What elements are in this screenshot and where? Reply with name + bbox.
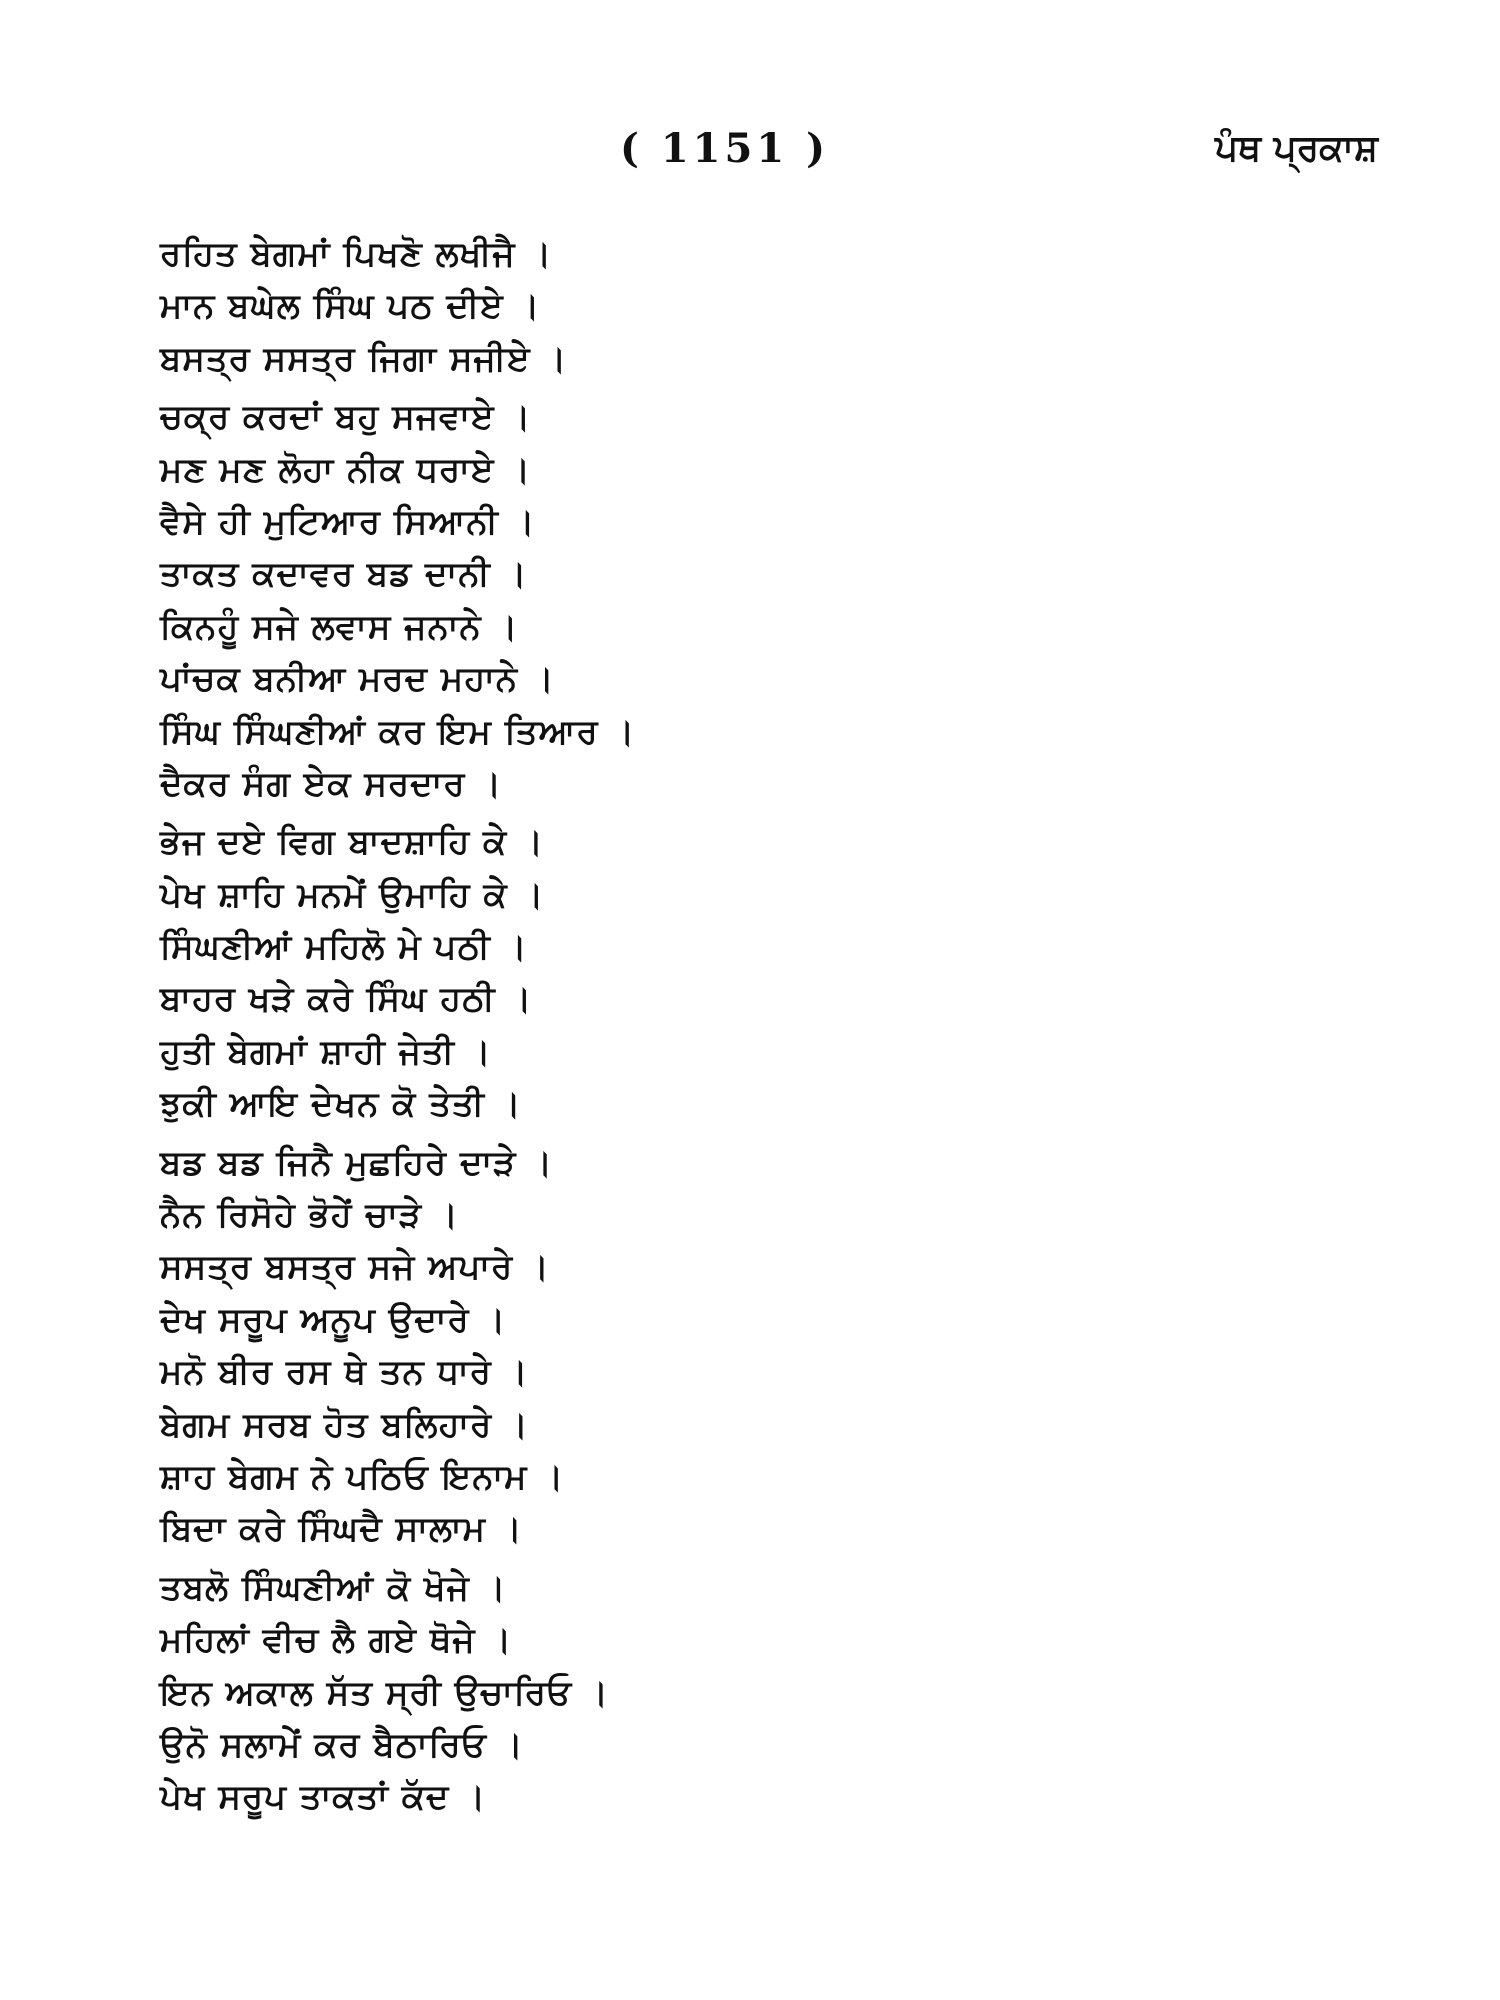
verse-line: ਸਿੰਘਣੀਆਂ ਮਹਿਲੋ ਮੇ ਪਠੀ । (160, 927, 528, 968)
page-number: ( 1151 ) (620, 125, 830, 172)
verse-list (160, 228, 1360, 1824)
verse-line: ਕਿਨਹੂੰ ਸਜੇ ਲਵਾਸ ਜਨਾਨੇ । (160, 606, 519, 647)
verse-line: ਉਨੋ ਸਲਾਮੇਂ ਕਰ ਬੈਠਾਰਿਓ । (160, 1724, 524, 1765)
verse-line: ਇਨ ਅਕਾਲ ਸੱਤ ਸ੍ਰੀ ਉਚਾਰਿਓ । (160, 1672, 609, 1713)
verse-line: ਮਣ ਮਣ ਲੋਹਾ ਨੀਕ ਧਰਾਏ । (160, 449, 532, 490)
verse-line: ਝੁਕੀ ਆਇ ਦੇਖਨ ਕੋ ਤੇਤੀ । (160, 1084, 522, 1125)
verse-line: ਬਾਹਰ ਖੜੇ ਕਰੇ ਸਿੰਘ ਹਠੀ । (160, 979, 533, 1020)
verse-line: ਮਹਿਲਾਂ ਵੀਚ ਲੈ ਗਏ ਥੋਜੇ । (160, 1620, 513, 1661)
book-title: ਪੰਥ ਪ੍ਰਕਾਸ਼ (1215, 128, 1378, 169)
verse-line: ਰਹਿਤ ਬੇਗਮਾਂ ਪਿਖਣੋ ਲਖੀਜੈ । (160, 234, 553, 274)
verse-line: ਸਸਤ੍ਰ ਬਸਤ੍ਰ ਸਜੇ ਅਪਾਰੇ । (160, 1247, 550, 1288)
verse-line: ਬਿਦਾ ਕਰੇ ਸਿੰਘਦੈ ਸਾਲਾਮ । (160, 1509, 523, 1550)
verse-line: ਸ਼ਾਹ ਬੇਗਮ ਨੇ ਪਠਿਓ ਇਨਾਮ । (160, 1456, 565, 1497)
verse-line: ਸਿੰਘ ਸਿੰਘਣੀਆਂ ਕਰ ਇਮ ਤਿਆਰ । (160, 711, 636, 752)
verse-line: ਮਾਨ ਬਘੇਲ ਸਿੰਘ ਪਠ ਦੀਏ । (160, 286, 541, 327)
verse-line: ਬਸਤ੍ਰ ਸਸਤ੍ਰ ਜਿਗਾ ਸਜੀਏ । (160, 338, 568, 379)
verse-line: ਮਨੋ ਬੀਰ ਰਸ ਥੇ ਤਨ ਧਾਰੇ । (160, 1352, 529, 1393)
verse-line: ਹੁਤੀ ਬੇਗਮਾਂ ਸ਼ਾਹੀ ਜੇਤੀ । (160, 1031, 492, 1072)
verse-line: ਪੇਖ ਸ਼ਾਹਿ ਮਨਮੇਂ ਉਮਾਹਿ ਕੇ । (160, 874, 545, 915)
verse-line: ਪਾਂਚਕ ਬਨੀਆ ਮਰਦ ਮਹਾਨੇ । (160, 659, 555, 700)
verse-line: ਨੈਨ ਰਿਸੋਹੇ ਭੋਹੇਂ ਚਾੜੇ । (160, 1195, 459, 1236)
verse-line: ਚਕ੍ਰ ਕਰਦਾਂ ਬਹੁ ਸਜਵਾਏ । (160, 397, 532, 438)
verse-line: ਤਬਲੋ ਸਿੰਘਣੀਆਂ ਕੋ ਖੋਜੇ । (160, 1567, 507, 1608)
verse-line: ਬੇਗਮ ਸਰਬ ਹੋਤ ਬਲਿਹਾਰੇ । (160, 1404, 529, 1445)
verse-line: ਪੇਖ ਸਰੂਪ ਤਾਕਤਾਂ ਕੱਦ । (160, 1777, 487, 1818)
verse-line: ਦੈਕਰ ਸੰਗ ਏਕ ਸਰਦਾਰ । (160, 763, 503, 804)
verse-line: ਤਾਕਤ ਕਦਾਵਰ ਬਡ ਦਾਨੀ । (160, 554, 528, 595)
verse-line: ਦੇਖ ਸਰੂਪ ਅਨੂਪ ਉਦਾਰੇ । (160, 1299, 507, 1340)
verse-line: ਬਡ ਬਡ ਜਿਨੈ ਮੁਛਹਿਰੇ ਦਾੜੇ । (160, 1142, 554, 1183)
verse-line: ਵੈਸੇ ਹੀ ਮੁਟਿਆਰ ਸਿਆਨੀ । (160, 501, 536, 542)
verse-line: ਭੇਜ ਦਏ ਵਿਗ ਬਾਦਸ਼ਾਹਿ ਕੇ । (160, 822, 544, 863)
